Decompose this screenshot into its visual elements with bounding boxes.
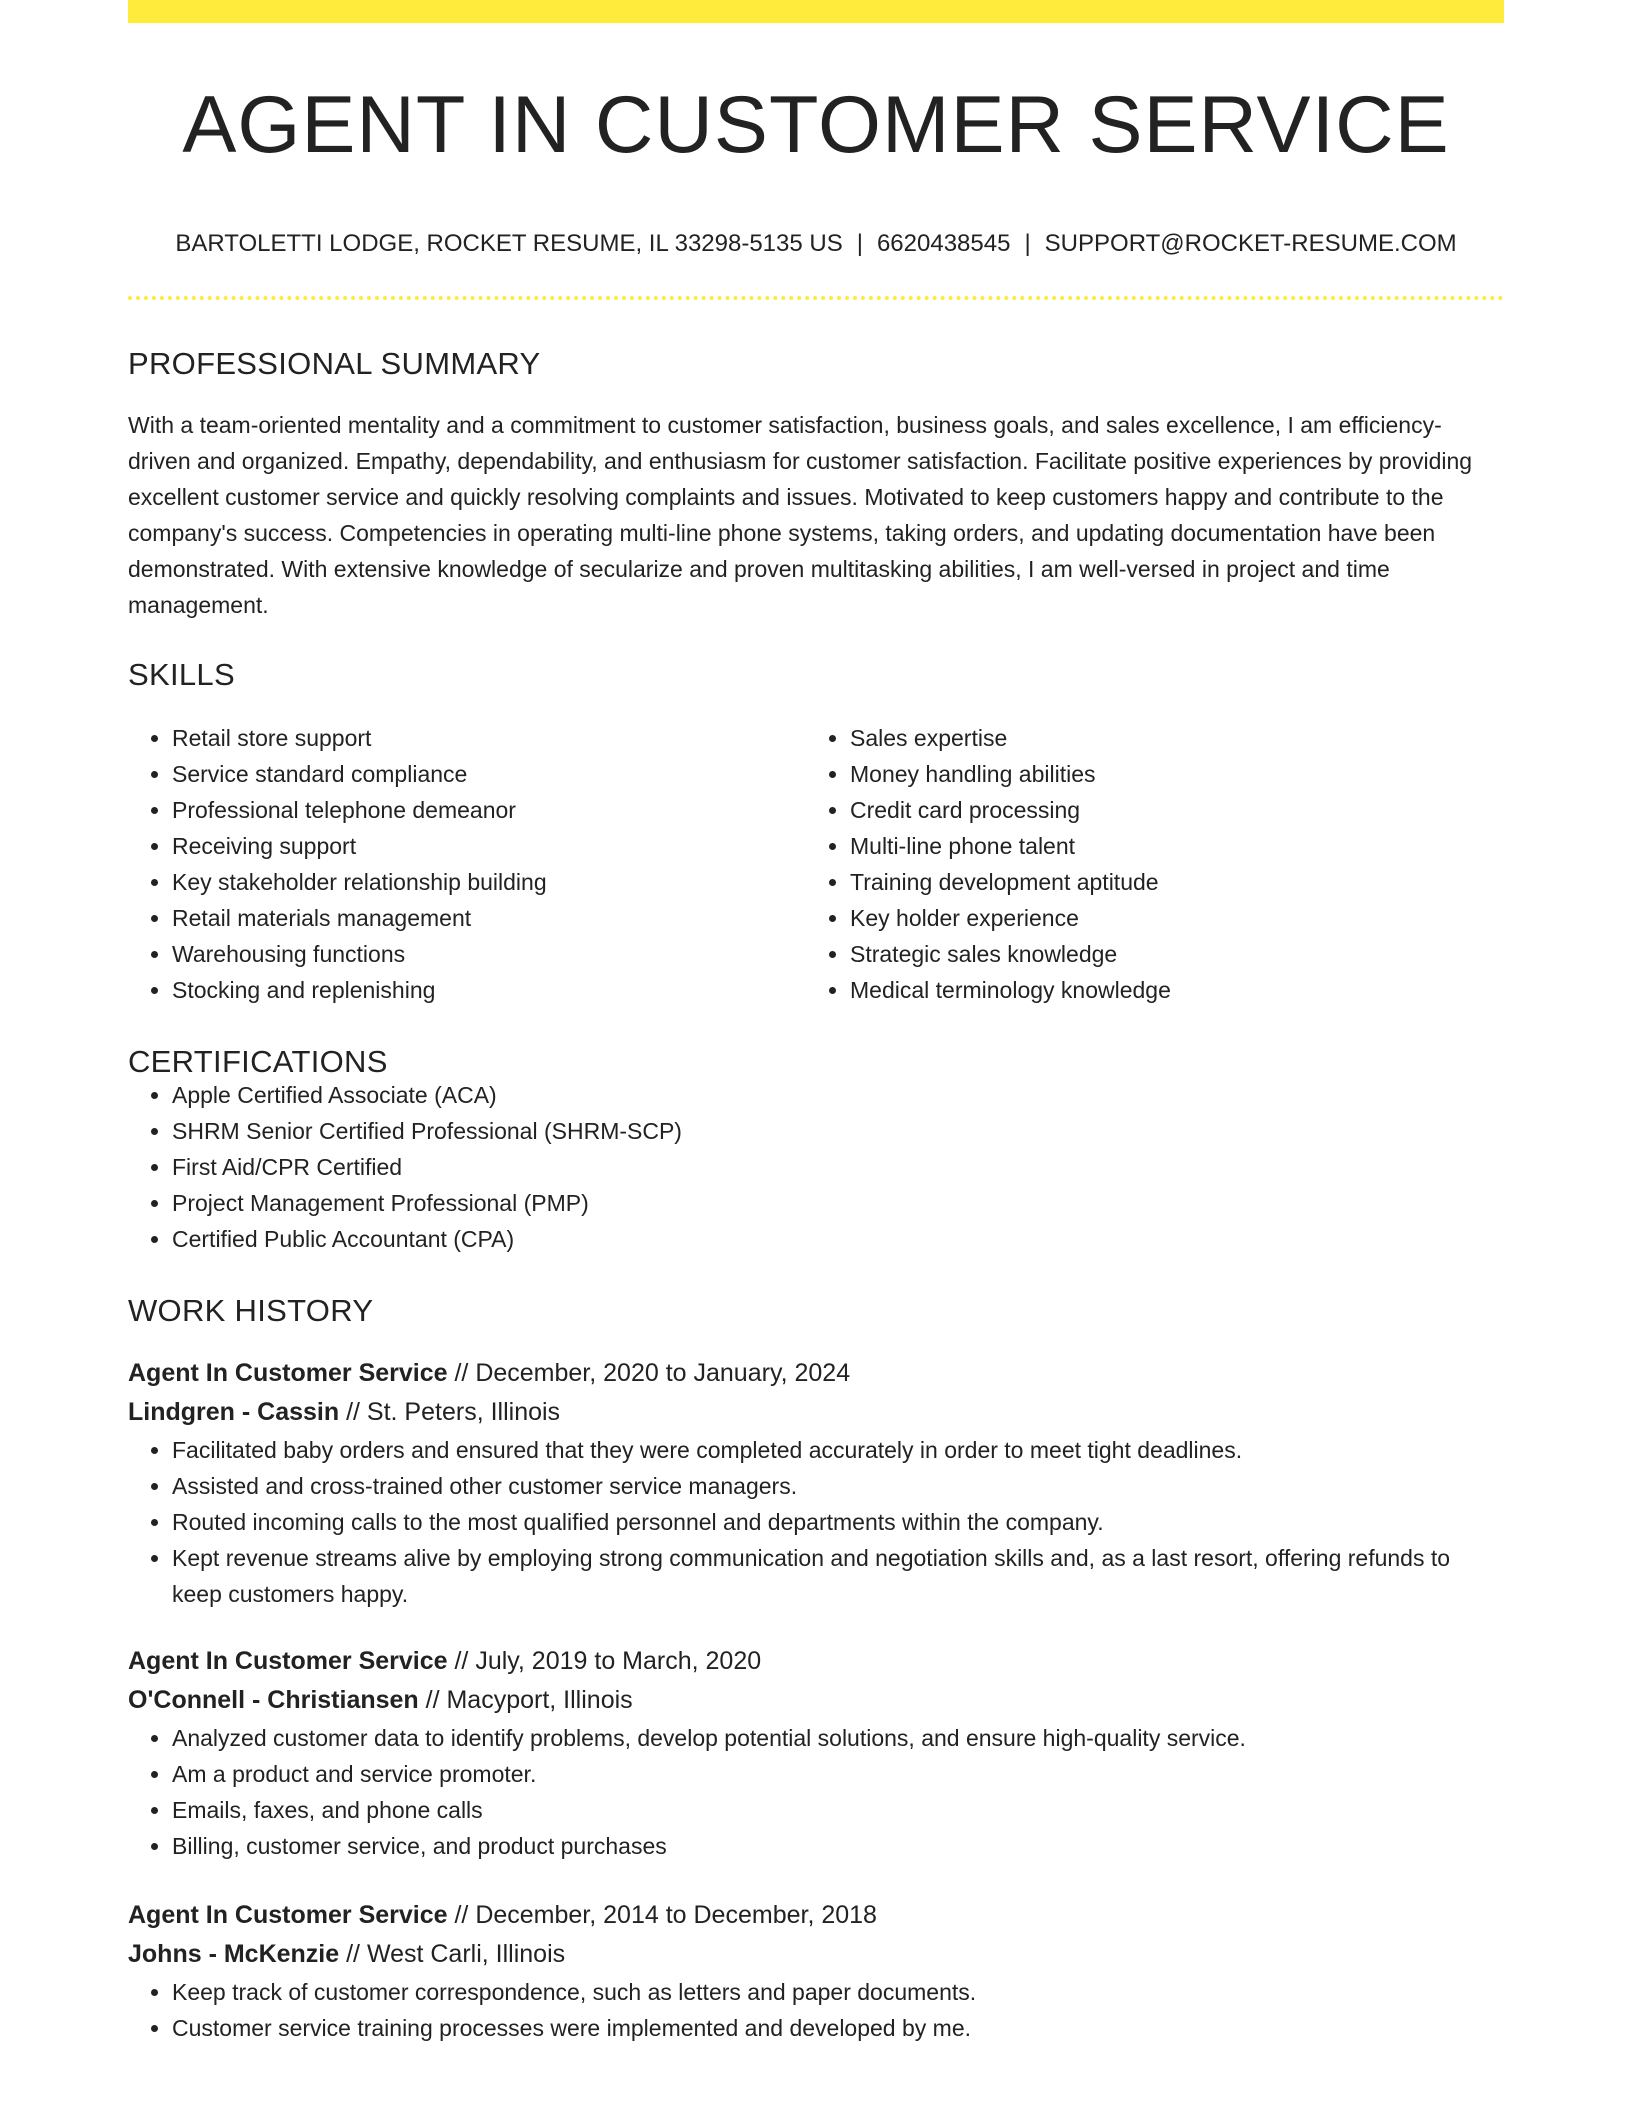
job-entry bbox=[128, 1642, 1504, 1864]
contact-email: SUPPORT@ROCKET-RESUME.COM bbox=[1044, 230, 1457, 257]
skill-item: • Training development aptitude bbox=[850, 864, 1484, 900]
skill-item: • Credit card processing bbox=[850, 792, 1484, 828]
job-bullet: • Keep track of customer correspondence, such as letters and paper documents. bbox=[172, 1974, 1504, 2010]
skill-item: • Retail materials management bbox=[172, 900, 806, 936]
job-company-line bbox=[128, 1935, 1504, 1974]
skill-item: • Medical terminology knowledge bbox=[850, 972, 1484, 1008]
contact-address: BARTOLETTI LODGE, ROCKET RESUME, IL 33298-5135 US bbox=[175, 230, 843, 257]
job-entry bbox=[128, 1354, 1504, 1612]
skills-columns bbox=[128, 720, 1504, 1008]
summary-heading: PROFESSIONAL SUMMARY bbox=[128, 346, 541, 381]
job-role: Agent In Customer Service bbox=[128, 1359, 448, 1387]
contact-separator: | bbox=[856, 230, 863, 257]
accent-bar bbox=[128, 0, 1504, 23]
skill-item: • Service standard compliance bbox=[172, 756, 806, 792]
skill-item: • Sales expertise bbox=[850, 720, 1484, 756]
job-role: Agent In Customer Service bbox=[128, 1647, 448, 1675]
job-bullet: • Billing, customer service, and product purchases bbox=[172, 1828, 1504, 1864]
job-bullet: • Am a product and service promoter. bbox=[172, 1756, 1504, 1792]
job-bullet: • Assisted and cross-trained other customer service managers. bbox=[172, 1468, 1504, 1504]
skill-item: • Stocking and replenishing bbox=[172, 972, 806, 1008]
job-role-line bbox=[128, 1896, 1504, 1935]
job-location: // St. Peters, Illinois bbox=[339, 1398, 561, 1426]
job-company-line bbox=[128, 1681, 1504, 1720]
skills-heading: SKILLS bbox=[128, 657, 235, 692]
contact-phone: 6620438545 bbox=[876, 230, 1011, 257]
job-company: Lindgren - Cassin bbox=[128, 1398, 340, 1426]
skill-item: • Receiving support bbox=[172, 828, 806, 864]
summary-text: With a team-oriented mentality and a commitment to customer satisfaction, business goals, and sales excellence, I am efficiency-driven and organized. Empathy, dependability, and enthusiasm for customer satisfaction. Facilitate positive experiences by providing excellent customer service and quickly resolving complaints and issues. Motivated to keep customers happy and contribute to the company's success. Competencies in operating multi-line phone systems, taking orders, and updating documentation have been demonstrated. With extensive knowledge of secularize and proven multitasking abilities, I am well-versed in project and time management. bbox=[128, 412, 1473, 618]
job-bullet: • Facilitated baby orders and ensured that they were completed accurately in order to meet tight deadlines. bbox=[172, 1432, 1504, 1468]
job-bullet: • Emails, faxes, and phone calls bbox=[172, 1792, 1504, 1828]
job-role: Agent In Customer Service bbox=[128, 1901, 448, 1929]
contact-line bbox=[128, 232, 1504, 256]
work-history-heading: WORK HISTORY bbox=[128, 1293, 374, 1328]
job-dates: // December, 2014 to December, 2018 bbox=[447, 1901, 877, 1929]
job-entry bbox=[128, 1896, 1504, 2046]
resume-title: AGENT IN CUSTOMER SERVICE bbox=[182, 80, 1450, 170]
skills-column-left bbox=[128, 720, 806, 1008]
job-bullets bbox=[128, 1974, 1504, 2046]
certification-item: • Certified Public Accountant (CPA) bbox=[172, 1221, 1504, 1257]
job-bullet: • Analyzed customer data to identify problems, develop potential solutions, and ensure high-quality service. bbox=[172, 1720, 1504, 1756]
resume-page bbox=[128, 0, 1504, 2046]
skill-item: • Multi-line phone talent bbox=[850, 828, 1484, 864]
skill-item: • Warehousing functions bbox=[172, 936, 806, 972]
skill-item: • Key holder experience bbox=[850, 900, 1484, 936]
certification-item: • Apple Certified Associate (ACA) bbox=[172, 1077, 1504, 1113]
job-bullets bbox=[128, 1720, 1504, 1864]
skill-item: • Key stakeholder relationship building bbox=[172, 864, 806, 900]
skill-item: • Money handling abilities bbox=[850, 756, 1484, 792]
job-dates: // December, 2020 to January, 2024 bbox=[447, 1359, 851, 1387]
job-location: // Macyport, Illinois bbox=[418, 1686, 633, 1714]
certifications-heading: CERTIFICATIONS bbox=[128, 1044, 388, 1079]
skills-column-right bbox=[806, 720, 1484, 1008]
job-dates: // July, 2019 to March, 2020 bbox=[447, 1647, 762, 1675]
dotted-divider bbox=[128, 296, 1504, 300]
certification-item: • SHRM Senior Certified Professional (SHRM-SCP) bbox=[172, 1113, 1504, 1149]
job-company-line bbox=[128, 1393, 1504, 1432]
skill-item: • Retail store support bbox=[172, 720, 806, 756]
job-company: O'Connell - Christiansen bbox=[128, 1686, 419, 1714]
job-role-line bbox=[128, 1354, 1504, 1393]
skill-item: • Professional telephone demeanor bbox=[172, 792, 806, 828]
job-bullet: • Routed incoming calls to the most qualified personnel and departments within the company. bbox=[172, 1504, 1504, 1540]
job-bullets bbox=[128, 1432, 1504, 1612]
job-company: Johns - McKenzie bbox=[128, 1940, 340, 1968]
certifications-list bbox=[128, 1077, 1504, 1257]
job-location: // West Carli, Illinois bbox=[339, 1940, 566, 1968]
certification-item: • First Aid/CPR Certified bbox=[172, 1149, 1504, 1185]
skill-item: • Strategic sales knowledge bbox=[850, 936, 1484, 972]
certification-item: • Project Management Professional (PMP) bbox=[172, 1185, 1504, 1221]
job-role-line bbox=[128, 1642, 1504, 1681]
job-bullet: • Customer service training processes were implemented and developed by me. bbox=[172, 2010, 1504, 2046]
job-bullet: • Kept revenue streams alive by employing strong communication and negotiation skills and, as a last resort, offering refunds to keep customers happy. bbox=[172, 1540, 1504, 1612]
contact-separator: | bbox=[1024, 230, 1031, 257]
